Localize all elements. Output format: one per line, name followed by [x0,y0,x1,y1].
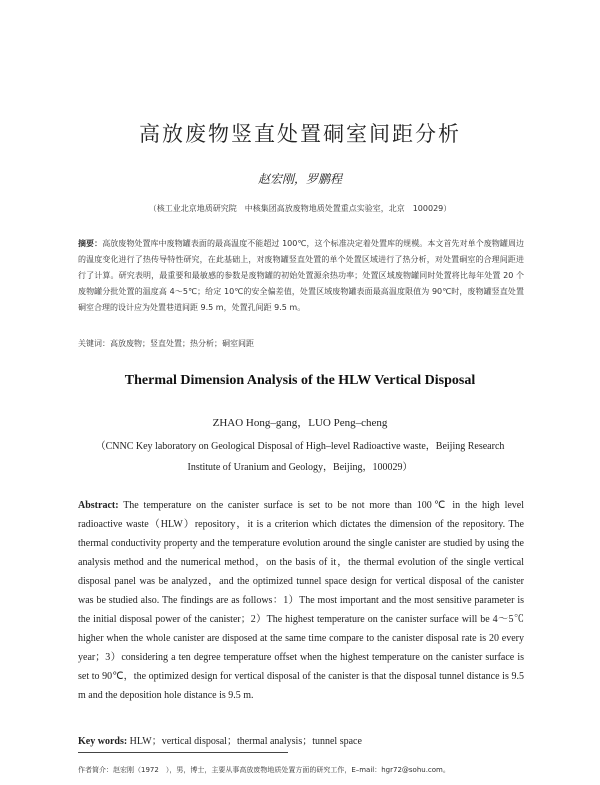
english-keywords-label: Key words: [78,736,128,747]
english-keywords-text: HLW；vertical disposal；thermal analysis；tunnel space [129,736,362,747]
chinese-keywords [78,338,524,349]
chinese-keywords-text: 高放废物；竖直处置；热分析；硐室间距 [110,339,254,348]
chinese-affiliation: （核工业北京地质研究院 中核集团高放废物地质处置重点实验室，北京 100029） [148,204,452,213]
chinese-abstract [78,236,524,316]
chinese-abstract-label: 摘要： [78,239,103,248]
english-keywords [78,732,524,747]
english-authors: ZHAO Hong–gang，LUO Peng–cheng [212,417,388,429]
chinese-authors: 赵宏刚，罗鹏程 [257,172,342,186]
english-abstract [78,496,524,705]
english-abstract-label: Abstract: [78,500,119,511]
english-affiliation-line2: Institute of Uranium and Geology，Beijing，100029） [187,462,413,473]
english-abstract-text: The temperature on the canister surface is set to be not more than 100℃ in the high level radioactive waste（HLW）repository，it is a criterion which dictates the dimension of the repository. The thermal conductivity property and the temperature evolution around the single canister are studied by using the analysis method and the numerical method，on the basis of it，the thermal evolution of the single vertical disposal panel was be analyzed，and the optimized tunnel space design for vertical disposal of the canister was be studied also. The findings are as follows：1）The most important and the most sensitive parameter is the initial disposal power of the canister；2）The highest temperature on the canister surface will be 4～5℃ higher when the whole canister are disposed at the same time compare to the canister disposal rate is 20 every year；3）considering a ten degree temperature offset when the highest temperature on the canister surface is set to 90℃，the optimized design for vertical disposal of the canister is that the disposal tunnel distance is 9.5 m and the deposition hole distance is 9.5 m. [78,500,524,701]
chinese-keywords-label: 关键词： [78,339,110,348]
english-affiliation-line1: （CNNC Key laboratory on Geological Disposal of High–level Radioactive waste，Beijing Research [95,441,505,452]
footnote-divider [78,752,288,753]
english-affiliation [60,436,540,478]
chinese-title: 高放废物竖直处置硐室间距分析 [139,122,461,146]
chinese-abstract-text: 高放废物处置库中废物罐表面的最高温度不能超过 100℃，这个标准决定着处置库的规模。本文首先对单个废物罐周边的温度变化进行了热传导特性研究，在此基础上，对废物罐竖直处置的单个处置区域进行了热分析，对处置硐室的合理间距进行了计算。研究表明，最重要和最敏感的参数是废物罐的初始处置源余热功率；处置区域废物罐同时处置将比每年处置 20 个废物罐分批处置的温度高 4～5℃；给定 10℃的安全偏差值，处置区域废物罐表面最高温度限值为 90℃时，废物罐竖直处置硐室合理的设计应为处置巷道间距 9.5 m，处置孔间距 9.5 m。 [78,239,525,312]
author-footnote: 作者简介：赵宏刚（1972 ），男，博士，主要从事高放废物地质处置方面的研究工作，E–mail：hgr72@sohu.com。 [78,766,450,774]
english-title: Thermal Dimension Analysis of the HLW Vertical Disposal [124,373,476,388]
